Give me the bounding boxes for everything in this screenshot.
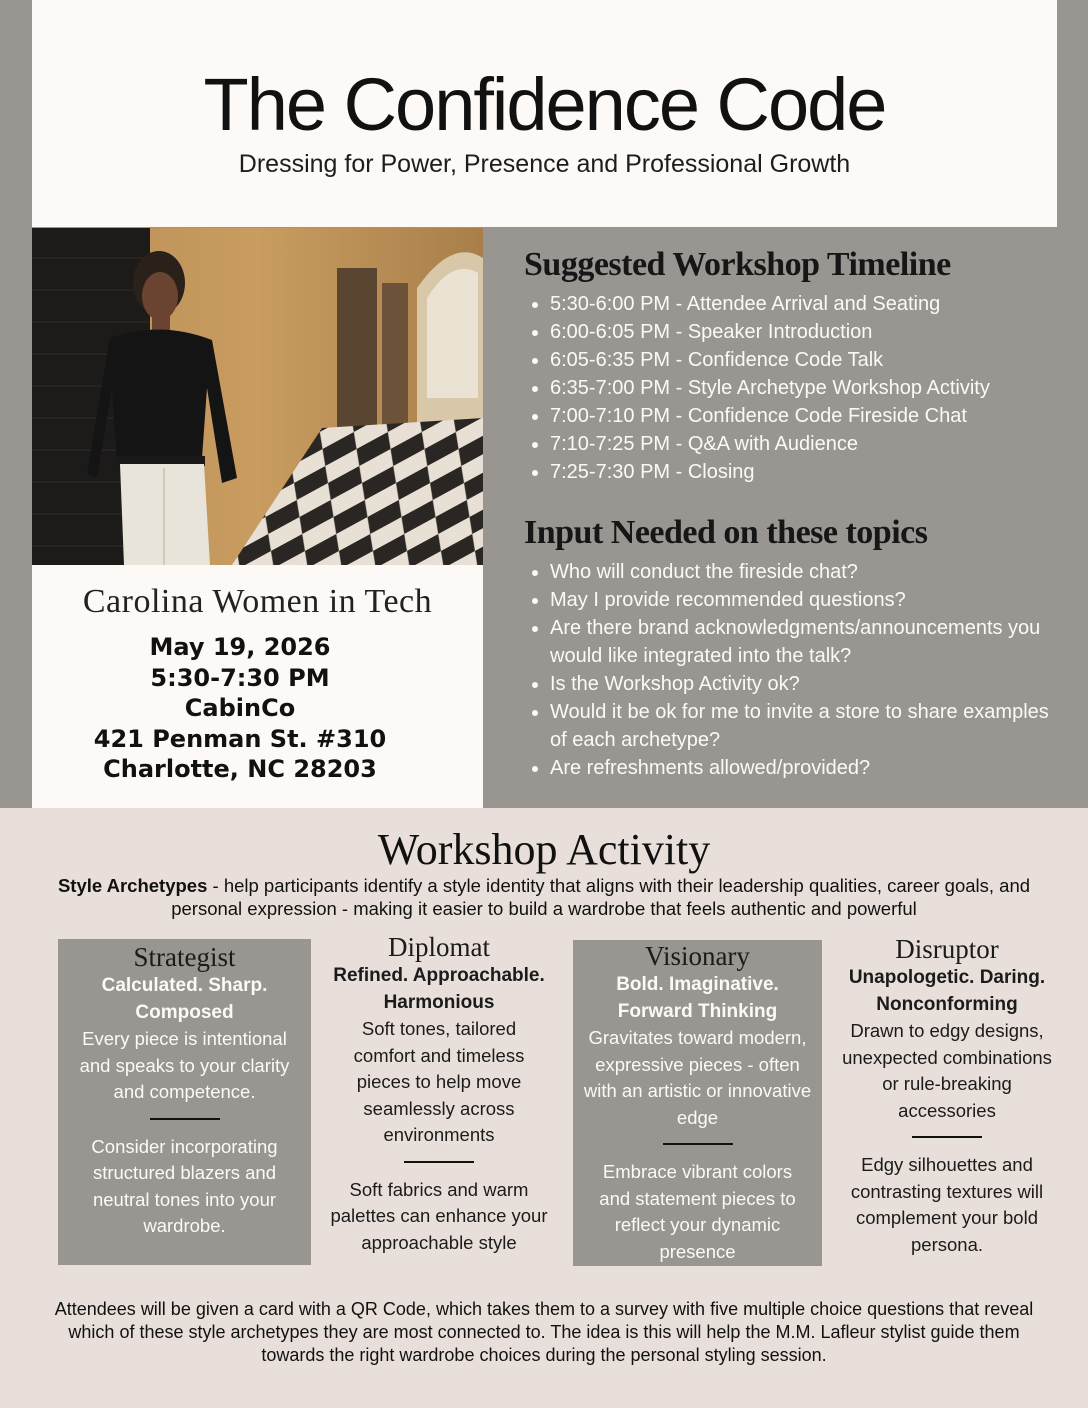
- workshop-activity-section: [0, 808, 1088, 1408]
- timeline-item: • 6:05-6:35 PM - Confidence Code Talk: [550, 346, 1064, 374]
- input-item: • Are refreshments allowed/provided?: [550, 754, 1064, 782]
- input-heading: Input Needed on these topics: [524, 514, 928, 551]
- header: [32, 0, 1057, 227]
- archetype-name: Visionary: [645, 941, 750, 971]
- archetype-name: Diplomat: [388, 932, 490, 962]
- archetype-tip: Soft fabrics and warm palettes can enhance your approachable style: [330, 1178, 548, 1253]
- event-venue: CabinCo: [184, 694, 296, 722]
- archetype-card-strategist: [58, 939, 311, 1265]
- archetype-description: Soft tones, tailored comfort and timeless pieces to help move seamlessly across environments: [353, 1018, 525, 1145]
- timeline-item: • 7:00-7:10 PM - Confidence Code Fireside Chat: [550, 402, 1064, 430]
- timeline-item: • 5:30-6:00 PM - Attendee Arrival and Seating: [550, 290, 1064, 318]
- archetype-tip: Edgy silhouettes and contrasting textures will complement your bold persona.: [850, 1154, 1044, 1255]
- card-divider: [912, 1136, 982, 1138]
- page-subtitle: Dressing for Power, Presence and Professional Growth: [238, 150, 851, 178]
- input-item: • Who will conduct the fireside chat?: [550, 558, 1064, 586]
- activity-footer-note: Attendees will be given a card with a QR Code, which takes them to a survey with five multiple choice questions that reveal which of these style archetypes they are most connected to. The idea is this will help the M.M. Lafleur stylist guide them towards the right wardrobe choices during the personal styling session.: [54, 1299, 1034, 1365]
- archetype-tagline: Unapologetic. Daring. Nonconforming: [848, 967, 1046, 1015]
- speaker-photo-illustration: [32, 228, 483, 565]
- timeline-panel: [524, 240, 1064, 782]
- card-divider: [150, 1118, 220, 1120]
- card-divider: [404, 1161, 474, 1163]
- input-list: [524, 558, 1064, 782]
- event-address-line2: Charlotte, NC 28203: [103, 755, 377, 783]
- archetype-tagline: Calculated. Sharp. Composed: [101, 975, 268, 1023]
- archetype-card-visionary: [573, 940, 822, 1266]
- input-section: [524, 508, 1064, 782]
- event-info: [32, 565, 483, 808]
- event-details: [32, 632, 448, 785]
- archetype-tip: Embrace vibrant colors and statement pieces to reflect your dynamic presence: [599, 1161, 796, 1262]
- archetype-description: Drawn to edgy designs, unexpected combinations or rule-breaking accessories: [842, 1020, 1052, 1121]
- input-item: • May I provide recommended questions?: [550, 586, 1064, 614]
- timeline-heading: Suggested Workshop Timeline: [524, 246, 951, 283]
- timeline-item: • 6:35-7:00 PM - Style Archetype Workshop Activity: [550, 374, 1064, 402]
- page-title: The Confidence Code: [203, 63, 886, 146]
- speaker-photo: [32, 228, 483, 565]
- organization-name: Carolina Women in Tech: [82, 583, 433, 620]
- archetype-description: Gravitates toward modern, expressive pieces - often with an artistic or innovative edge: [583, 1027, 812, 1128]
- timeline-item: • 7:10-7:25 PM - Q&A with Audience: [550, 430, 1064, 458]
- archetype-name: Disruptor: [895, 934, 999, 964]
- input-item: • Would it be ok for me to invite a store to share examples of each archetype?: [550, 698, 1064, 754]
- archetype-card-disruptor: [834, 934, 1060, 1264]
- timeline-list: [524, 290, 1064, 486]
- timeline-item: • 7:25-7:30 PM - Closing: [550, 458, 1064, 486]
- card-divider: [663, 1143, 733, 1145]
- archetype-tagline: Refined. Approachable. Harmonious: [333, 965, 545, 1013]
- input-item: • Are there brand acknowledgments/announcements you would like integrated into the talk?: [550, 614, 1064, 670]
- timeline-section: [524, 240, 1064, 508]
- archetype-tagline: Bold. Imaginative. Forward Thinking: [616, 974, 779, 1022]
- event-time: 5:30-7:30 PM: [150, 663, 330, 692]
- input-item: • Is the Workshop Activity ok?: [550, 670, 1064, 698]
- timeline-item: • 6:00-6:05 PM - Speaker Introduction: [550, 318, 1064, 346]
- activity-description-text: - help participants identify a style identity that aligns with their leadership qualities, career goals, and personal expression - making it easier to build a wardrobe that feels authentic and powerful: [171, 875, 1031, 919]
- activity-heading: Workshop Activity: [377, 825, 711, 874]
- archetype-card-diplomat: [324, 932, 554, 1262]
- event-address-line1: 421 Penman St. #310: [93, 724, 387, 753]
- activity-description: [40, 875, 1048, 920]
- event-date: May 19, 2026: [149, 633, 331, 661]
- activity-lead: Style Archetypes: [57, 875, 208, 896]
- archetype-name: Strategist: [133, 942, 236, 972]
- archetype-tip: Consider incorporating structured blazers and neutral tones into your wardrobe.: [91, 1135, 278, 1236]
- archetype-description: Every piece is intentional and speaks to your clarity and competence.: [79, 1028, 290, 1102]
